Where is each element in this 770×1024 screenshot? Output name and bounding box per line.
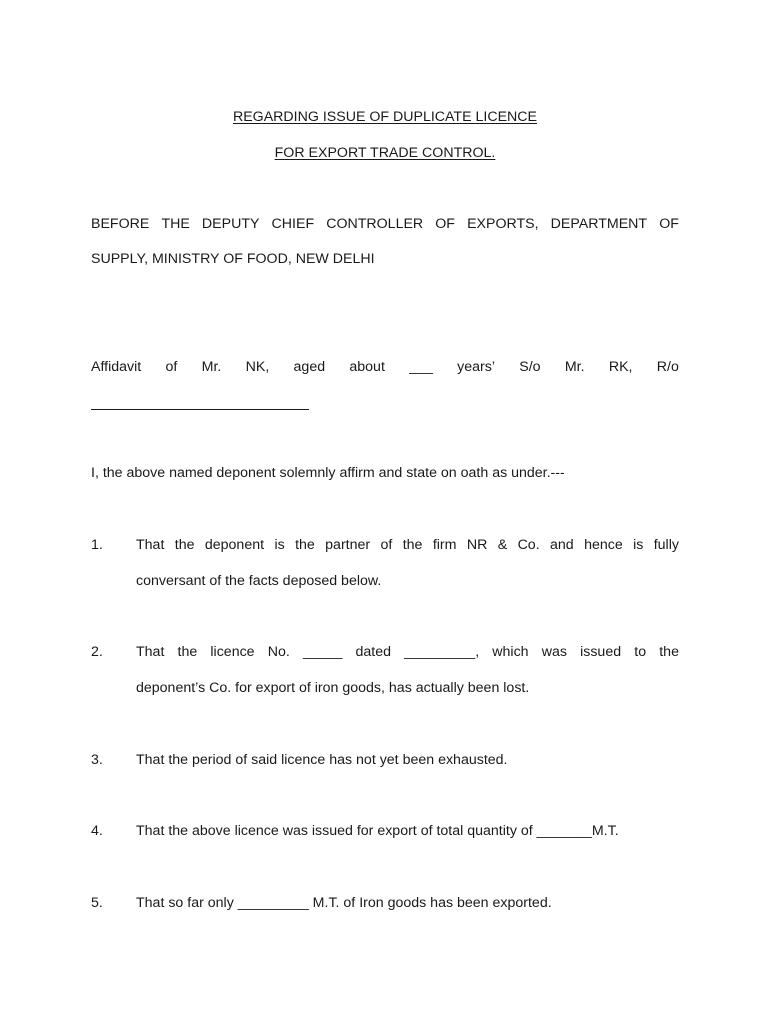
addressee-word: CONTROLLER [326, 216, 424, 232]
item-word: NR [466, 537, 488, 553]
affidavit-word: NK, [245, 359, 270, 375]
item-word: the [295, 537, 315, 553]
item-word: That [136, 644, 165, 660]
addressee-word: THE [161, 216, 190, 232]
item-word: the [402, 537, 423, 553]
affidavit-word: Affidavit [91, 359, 142, 375]
addressee-word: DEPARTMENT [550, 216, 648, 232]
item-3-line-1: That the period of said licence has not yet been exhausted. [136, 752, 508, 768]
affidavit-word: Mr. [201, 359, 222, 375]
item-2-line-1 [136, 644, 679, 660]
item-2-line-2: deponent’s Co. for export of iron goods, has actually been lost. [136, 680, 530, 696]
item-word: the [177, 644, 198, 660]
item-word: issued [580, 644, 622, 660]
licence-date-blank: _________, [404, 644, 480, 660]
item-word: partner [325, 537, 371, 553]
item-word: That [136, 537, 165, 553]
affidavit-word: R/o [656, 359, 679, 375]
item-word: hence [584, 537, 623, 553]
item-number: 5. [91, 895, 103, 911]
affidavit-line [91, 359, 679, 375]
item-word: the [174, 537, 195, 553]
item-word: deponent [204, 537, 265, 553]
affidavit-word: of [165, 359, 178, 375]
item-word: fully [653, 537, 679, 553]
addressee-word: OF [435, 216, 455, 232]
item-word: licence [210, 644, 255, 660]
affidavit-word: about [349, 359, 385, 375]
addressee-line-2: SUPPLY, MINISTRY OF FOOD, NEW DELHI [91, 251, 375, 267]
item-word: which [492, 644, 529, 660]
item-word: to [634, 644, 647, 660]
document-title-line-1: REGARDING ISSUE OF DUPLICATE LICENCE [232, 109, 538, 125]
addressee-word: EXPORTS, [467, 216, 539, 232]
item-word: firm [432, 537, 457, 553]
item-word: No. [267, 644, 290, 660]
addressee-word: OF [659, 216, 679, 232]
item-5-line-1: That so far only _________ M.T. of Iron goods has been exported. [136, 895, 552, 911]
item-word: Co. [517, 537, 540, 553]
item-word: of [380, 537, 393, 553]
addressee-word: CHIEF [271, 216, 315, 232]
intro-statement: I, the above named deponent solemnly affirm and state on oath as under.--- [91, 465, 565, 481]
item-number: 4. [91, 823, 103, 839]
affidavit-word: aged [293, 359, 326, 375]
item-1-line-1 [136, 537, 679, 553]
item-word: dated [355, 644, 392, 660]
age-blank: ___ [409, 359, 433, 375]
residence-blank-line [91, 409, 309, 410]
item-word: was [541, 644, 567, 660]
item-number: 1. [91, 537, 103, 553]
addressee-word: BEFORE [91, 216, 150, 232]
item-word: & [497, 537, 508, 553]
document-title-line-2: FOR EXPORT TRADE CONTROL. [274, 145, 496, 161]
item-word: and [550, 537, 574, 553]
affidavit-word: S/o [519, 359, 541, 375]
affidavit-word: RK, [608, 359, 633, 375]
licence-number-blank: _____ [302, 644, 343, 660]
item-number: 3. [91, 752, 103, 768]
addressee-word: DEPUTY [201, 216, 260, 232]
addressee-line-1 [91, 216, 679, 232]
item-word: is [633, 537, 644, 553]
item-word: is [274, 537, 285, 553]
affidavit-word: Mr. [564, 359, 585, 375]
affidavit-word: years’ [457, 359, 495, 375]
item-number: 2. [91, 644, 103, 660]
item-4-line-1: That the above licence was issued for export of total quantity of _______M.T. [136, 823, 619, 839]
item-1-line-2: conversant of the facts deposed below. [136, 573, 382, 589]
item-word: the [659, 644, 679, 660]
